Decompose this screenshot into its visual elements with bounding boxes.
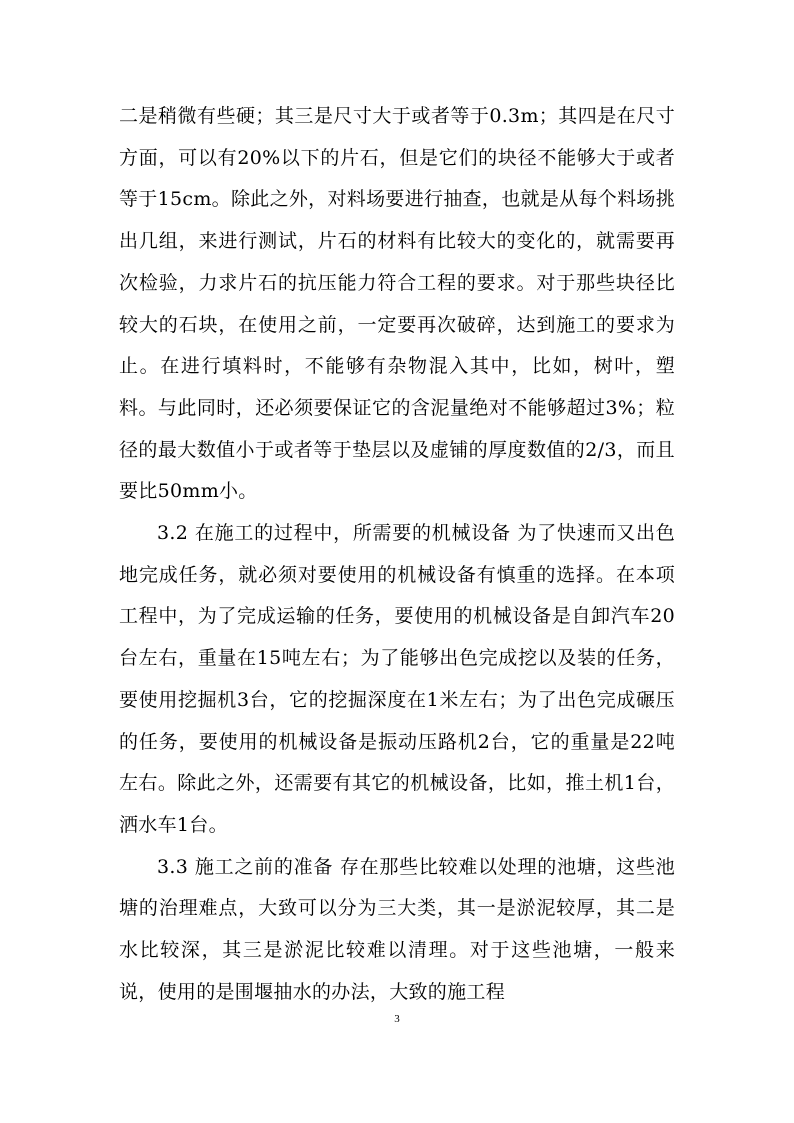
paragraph-section-3-3: 3.3 施工之前的准备 存在那些比较难以处理的池塘，这些池塘的治理难点，大致可以分为三大类，其一是淤泥较厚，其二是水比较深，其三是淤泥比较难以清理。对于这些池塘，一般来说，使用的是围堰抽水的办法，大致的施工程 bbox=[119, 855, 675, 1003]
paragraph-continuation: 二是稍微有些硬；其三是尺寸大于或者等于0.3m；其四是在尺寸方面，可以有20%以下的片石，但是它们的块径不能够大于或者等于15cm。除此之外，对料场要进行抽查，也就是从每个料场挑出几组，来进行测试，片石的材料有比较大的变化的，就需要再次检验，力求片石的抗压能力符合工程的要求。对于那些块径比较大的石块，在使用之前，一定要再次破碎，达到施工的要求为止。在进行填料时，不能够有杂物混入其中，比如，树叶，塑料。与此同时，还必须要保证它的含泥量绝对不能够超过3%；粒径的最大数值小于或者等于垫层以及虚铺的厚度数值的2/3，而且要比50mm小。 bbox=[119, 105, 675, 503]
document-body bbox=[119, 96, 675, 1013]
page-number: 3 bbox=[394, 1013, 400, 1025]
paragraph-section-3-2: 3.2 在施工的过程中，所需要的机械设备 为了快速而又出色地完成任务，就必须对要使用的机械设备有慎重的选择。在本项工程中，为了完成运输的任务，要使用的机械设备是自卸汽车20台左右，重量在15吨左右；为了能够出色完成挖以及装的任务，要使用挖掘机3台，它的挖掘深度在1米左右；为了出色完成碾压的任务，要使用的机械设备是振动压路机2台，它的重量是22吨左右。除此之外，还需要有其它的机械设备，比如，推土机1台，洒水车1台。 bbox=[119, 522, 675, 836]
